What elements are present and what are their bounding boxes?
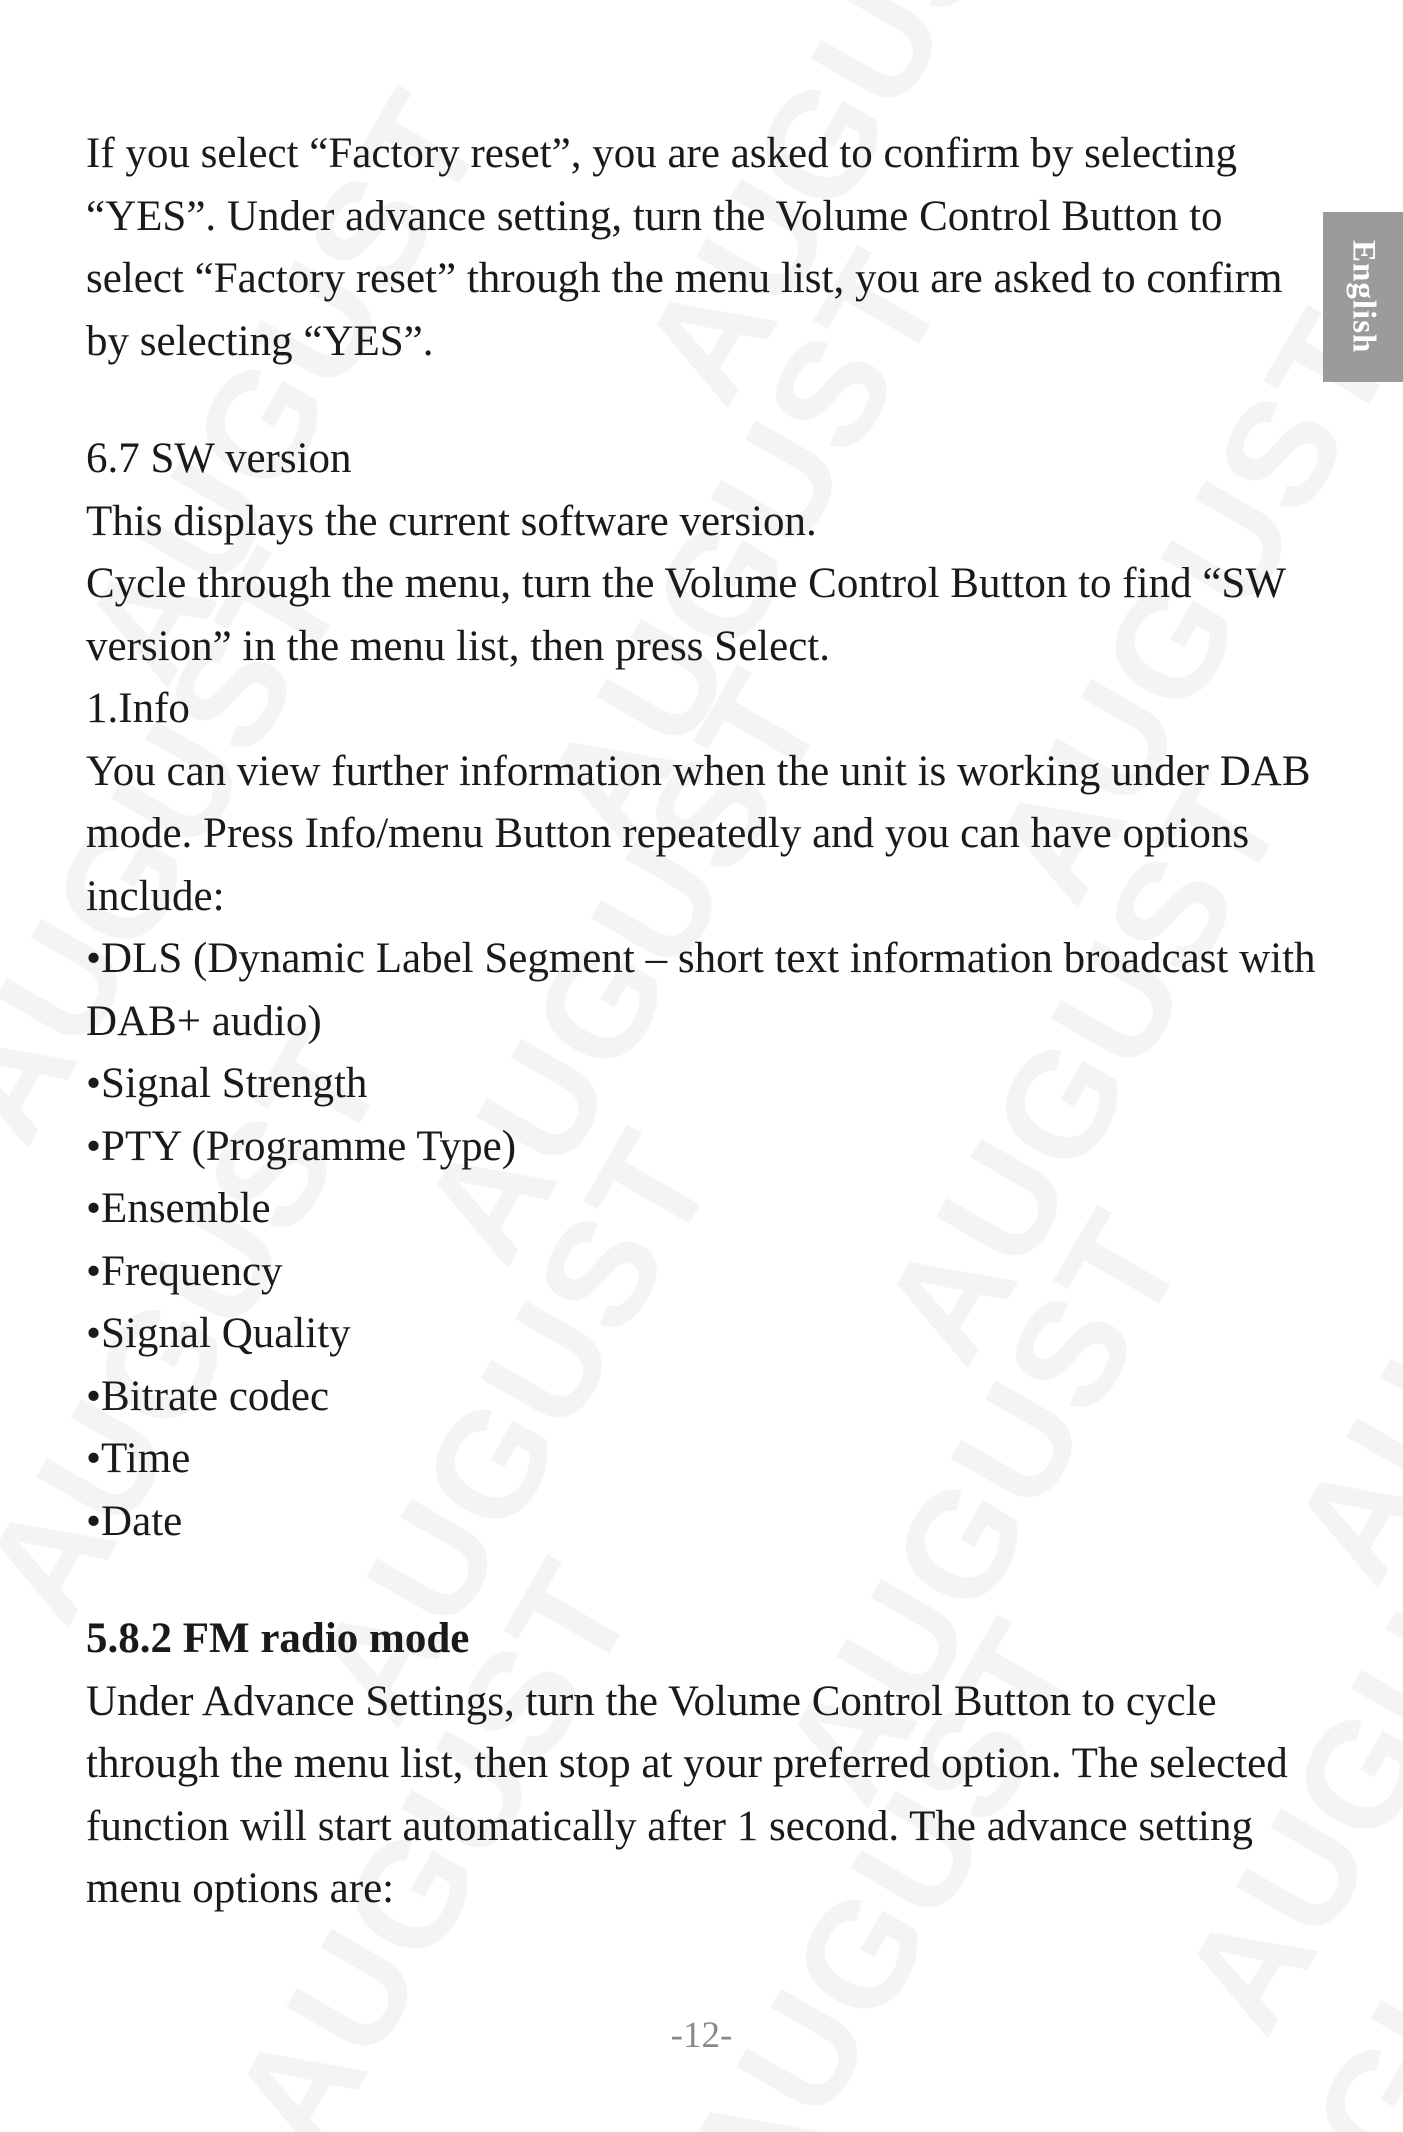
language-side-tab bbox=[1323, 212, 1403, 382]
section-heading: 6.7 SW version bbox=[86, 435, 352, 482]
list-item: •Date bbox=[86, 1497, 183, 1545]
text-line: If you select “Factory reset”, you are asked to confirm by selecting bbox=[86, 130, 1238, 177]
text-line: by selecting “YES”. bbox=[86, 317, 434, 365]
text-line: menu options are: bbox=[86, 1865, 395, 1912]
text-line: This displays the current software version. bbox=[86, 497, 817, 545]
sw-version-section bbox=[86, 428, 1326, 1553]
text-line: mode. Press Info/menu Button repeatedly and you can have options bbox=[86, 810, 1250, 857]
list-item: •PTY (Programme Type) bbox=[86, 1122, 517, 1170]
text-line: function will start automatically after 1 second. The advance setting bbox=[86, 1802, 1253, 1850]
text-line: You can view further information when the unit is working under DAB bbox=[86, 747, 1311, 795]
text-line: Under Advance Settings, turn the Volume Control Button to cycle bbox=[86, 1677, 1217, 1725]
text-line: through the menu list, then stop at your preferred option. The selected bbox=[86, 1740, 1288, 1787]
list-item: •DLS (Dynamic Label Segment – short text information broadcast with bbox=[86, 935, 1316, 982]
list-item: •Time bbox=[86, 1435, 191, 1482]
language-tab-label: English bbox=[1345, 240, 1382, 354]
section-heading: 5.8.2 FM radio mode bbox=[86, 1615, 470, 1662]
factory-reset-paragraph bbox=[86, 123, 1326, 373]
list-item: •Signal Strength bbox=[86, 1060, 368, 1107]
subsection-heading: 1.Info bbox=[86, 685, 190, 732]
text-line: select “Factory reset” through the menu list, you are asked to confirm bbox=[86, 255, 1283, 302]
fm-radio-section bbox=[86, 1608, 1326, 1921]
page-number: -12- bbox=[670, 2015, 733, 2056]
text-line: include: bbox=[86, 872, 225, 920]
text-line: “YES”. Under advance setting, turn the Volume Control Button to bbox=[86, 192, 1223, 240]
page-body bbox=[86, 123, 1326, 1921]
list-item: •Bitrate codec bbox=[86, 1372, 330, 1420]
list-item: •Frequency bbox=[86, 1247, 283, 1295]
text-line: version” in the menu list, then press Select. bbox=[86, 622, 830, 670]
list-item: •Signal Quality bbox=[86, 1310, 351, 1357]
text-line: Cycle through the menu, turn the Volume Control Button to find “SW bbox=[86, 560, 1286, 607]
list-item: •Ensemble bbox=[86, 1185, 271, 1232]
list-item: DAB+ audio) bbox=[86, 997, 322, 1045]
